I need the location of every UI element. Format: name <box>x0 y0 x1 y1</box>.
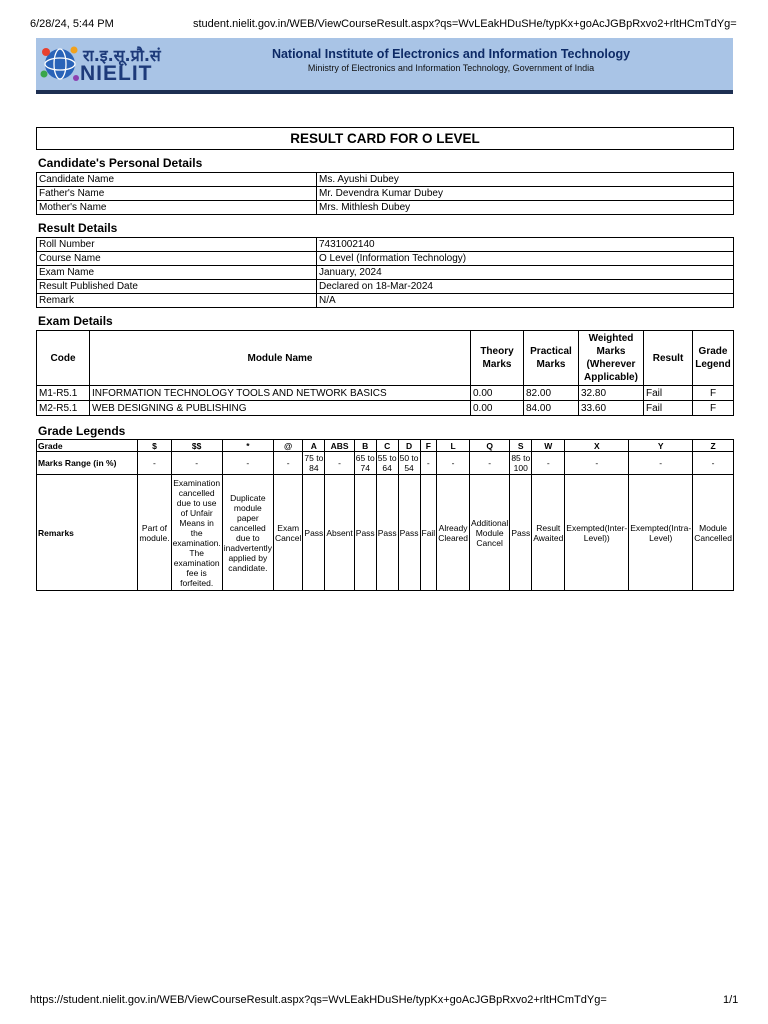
cell-theory: 0.00 <box>471 386 524 401</box>
grade-cell: D <box>398 440 420 452</box>
cell-code: M2-R5.1 <box>37 401 90 416</box>
grade-cell: Exempted(Intra-Level) <box>629 475 693 591</box>
col-result: Result <box>644 331 693 386</box>
personal-details-table <box>36 172 734 215</box>
table-row <box>37 294 734 308</box>
grade-cell: Additional Module Cancel <box>469 475 509 591</box>
grade-cell: 50 to 54 <box>399 453 419 473</box>
grade-legends-table <box>36 439 734 591</box>
col-weighted: Weighted Marks (Wherever Applicable) <box>579 331 644 386</box>
field-value: January, 2024 <box>317 266 734 280</box>
grade-legends-heading: Grade Legends <box>38 424 126 438</box>
grade-cell: @ <box>273 440 302 452</box>
grade-cell: Grade <box>37 440 138 452</box>
field-label: Father's Name <box>37 187 317 201</box>
grade-cell: Duplicate module paper cancelled due to inadvertently applied by candidate. <box>222 475 273 591</box>
grade-cell: - <box>693 452 734 475</box>
grade-cell: - <box>325 452 354 475</box>
marks-range-row <box>37 452 734 475</box>
table-row <box>37 252 734 266</box>
grade-cell: Y <box>629 440 693 452</box>
grade-cell: - <box>138 452 171 475</box>
field-value: Mrs. Mithlesh Dubey <box>317 201 734 215</box>
grade-cell: - <box>565 452 629 475</box>
grade-cell: Marks Range (in %) <box>37 452 138 475</box>
grade-cell: 55 to 64 <box>377 453 397 473</box>
grade-cell: 75 to 84 <box>304 453 324 473</box>
table-row <box>37 201 734 215</box>
grade-cell: Exam Cancel <box>273 475 302 591</box>
result-details-table <box>36 237 734 308</box>
field-value: 7431002140 <box>317 238 734 252</box>
cell-module-name: WEB DESIGNING & PUBLISHING <box>90 401 471 416</box>
cell-weighted: 33.60 <box>579 401 644 416</box>
grade-cell: $$ <box>171 440 222 452</box>
table-row <box>37 280 734 294</box>
cell-result: Fail <box>644 386 693 401</box>
result-card-title: RESULT CARD FOR O LEVEL <box>36 127 734 150</box>
grade-cell: Exempted(Inter-Level)) <box>565 475 629 591</box>
institute-name: National Institute of Electronics and Information Technology <box>271 47 631 61</box>
field-label: Candidate Name <box>37 173 317 187</box>
grade-cell: C <box>376 440 398 452</box>
grade-cell: Pass <box>398 475 420 591</box>
grade-header-row <box>37 440 734 452</box>
table-row <box>37 187 734 201</box>
grade-cell: Pass <box>354 475 376 591</box>
grade-cell: - <box>171 452 222 475</box>
col-module-name: Module Name <box>90 331 471 386</box>
grade-cell: - <box>629 452 693 475</box>
grade-cell: * <box>222 440 273 452</box>
grade-cell: - <box>420 452 437 475</box>
table-row <box>37 238 734 252</box>
grade-cell: Examination cancelled due to use of Unfair Means in the examination. The examination fee is forfeited. <box>171 475 222 591</box>
grade-cell: A <box>303 440 325 452</box>
globe-logo-icon <box>38 40 82 88</box>
grade-cell: 85 to 100 <box>511 453 531 473</box>
col-grade-legend: Grade Legend <box>693 331 734 386</box>
field-value: O Level (Information Technology) <box>317 252 734 266</box>
grade-cell: $ <box>138 440 171 452</box>
col-theory: Theory Marks <box>471 331 524 386</box>
remarks-row <box>37 475 734 591</box>
cell-practical: 84.00 <box>524 401 579 416</box>
logo-nielit-text: NIELIT <box>80 62 153 85</box>
grade-cell: Q <box>469 440 509 452</box>
field-label: Mother's Name <box>37 201 317 215</box>
logo-hindi-text: रा.इ.सू.प्रौ.सं <box>83 46 161 65</box>
ministry-name: Ministry of Electronics and Information Technology, Government of India <box>307 63 595 73</box>
grade-cell: - <box>437 452 470 475</box>
grade-cell: - <box>222 452 273 475</box>
field-label: Result Published Date <box>37 280 317 294</box>
result-details-heading: Result Details <box>38 221 118 235</box>
grade-cell: S <box>510 440 532 452</box>
field-label: Exam Name <box>37 266 317 280</box>
table-row <box>37 401 734 416</box>
col-practical: Practical Marks <box>524 331 579 386</box>
field-value: Ms. Ayushi Dubey <box>317 173 734 187</box>
grade-cell: X <box>565 440 629 452</box>
grade-cell: Absent <box>325 475 354 591</box>
exam-details-table <box>36 330 734 416</box>
cell-grade: F <box>693 386 734 401</box>
field-value: Mr. Devendra Kumar Dubey <box>317 187 734 201</box>
cell-theory: 0.00 <box>471 401 524 416</box>
grade-cell: Pass <box>510 475 532 591</box>
cell-module-name: INFORMATION TECHNOLOGY TOOLS AND NETWORK BASICS <box>90 386 471 401</box>
cell-grade: F <box>693 401 734 416</box>
print-url: student.nielit.gov.in/WEB/ViewCourseResult.aspx?qs=WvLEakHDuSHe/typKx+goAcJGBpRxvo2+rltHCmTdYg= <box>193 18 737 30</box>
grade-cell: Remarks <box>37 475 138 591</box>
grade-cell: B <box>354 440 376 452</box>
grade-cell: 65 to 74 <box>355 453 375 473</box>
grade-cell: Part of module. <box>138 475 171 591</box>
footer-url: https://student.nielit.gov.in/WEB/ViewCourseResult.aspx?qs=WvLEakHDuSHe/typKx+goAcJGBpRxvo2+rltHCmTdYg= <box>30 994 607 1006</box>
grade-cell: ABS <box>325 440 354 452</box>
grade-cell: Pass <box>303 475 325 591</box>
table-row <box>37 173 734 187</box>
table-header-row <box>37 331 734 386</box>
print-datetime: 6/28/24, 5:44 PM <box>30 18 114 30</box>
field-value: Declared on 18-Mar-2024 <box>317 280 734 294</box>
cell-practical: 82.00 <box>524 386 579 401</box>
grade-cell: F <box>420 440 437 452</box>
grade-cell: Module Cancelled <box>693 475 734 591</box>
grade-cell: Fail <box>420 475 437 591</box>
cell-result: Fail <box>644 401 693 416</box>
grade-cell: Z <box>693 440 734 452</box>
grade-cell: Already Cleared <box>437 475 470 591</box>
field-label: Course Name <box>37 252 317 266</box>
exam-details-heading: Exam Details <box>38 314 113 328</box>
table-row <box>37 386 734 401</box>
grade-cell: - <box>532 452 565 475</box>
grade-cell: L <box>437 440 470 452</box>
cell-weighted: 32.80 <box>579 386 644 401</box>
personal-details-heading: Candidate's Personal Details <box>38 156 203 170</box>
nielit-logo <box>38 40 161 88</box>
grade-cell: - <box>469 452 509 475</box>
cell-code: M1-R5.1 <box>37 386 90 401</box>
grade-cell: Result Awaited <box>532 475 565 591</box>
field-value: N/A <box>317 294 734 308</box>
grade-cell: W <box>532 440 565 452</box>
table-row <box>37 266 734 280</box>
grade-cell: - <box>273 452 302 475</box>
field-label: Roll Number <box>37 238 317 252</box>
header-banner <box>36 38 733 94</box>
page-number: 1/1 <box>723 994 739 1006</box>
col-code: Code <box>37 331 90 386</box>
field-label: Remark <box>37 294 317 308</box>
grade-cell: Pass <box>376 475 398 591</box>
